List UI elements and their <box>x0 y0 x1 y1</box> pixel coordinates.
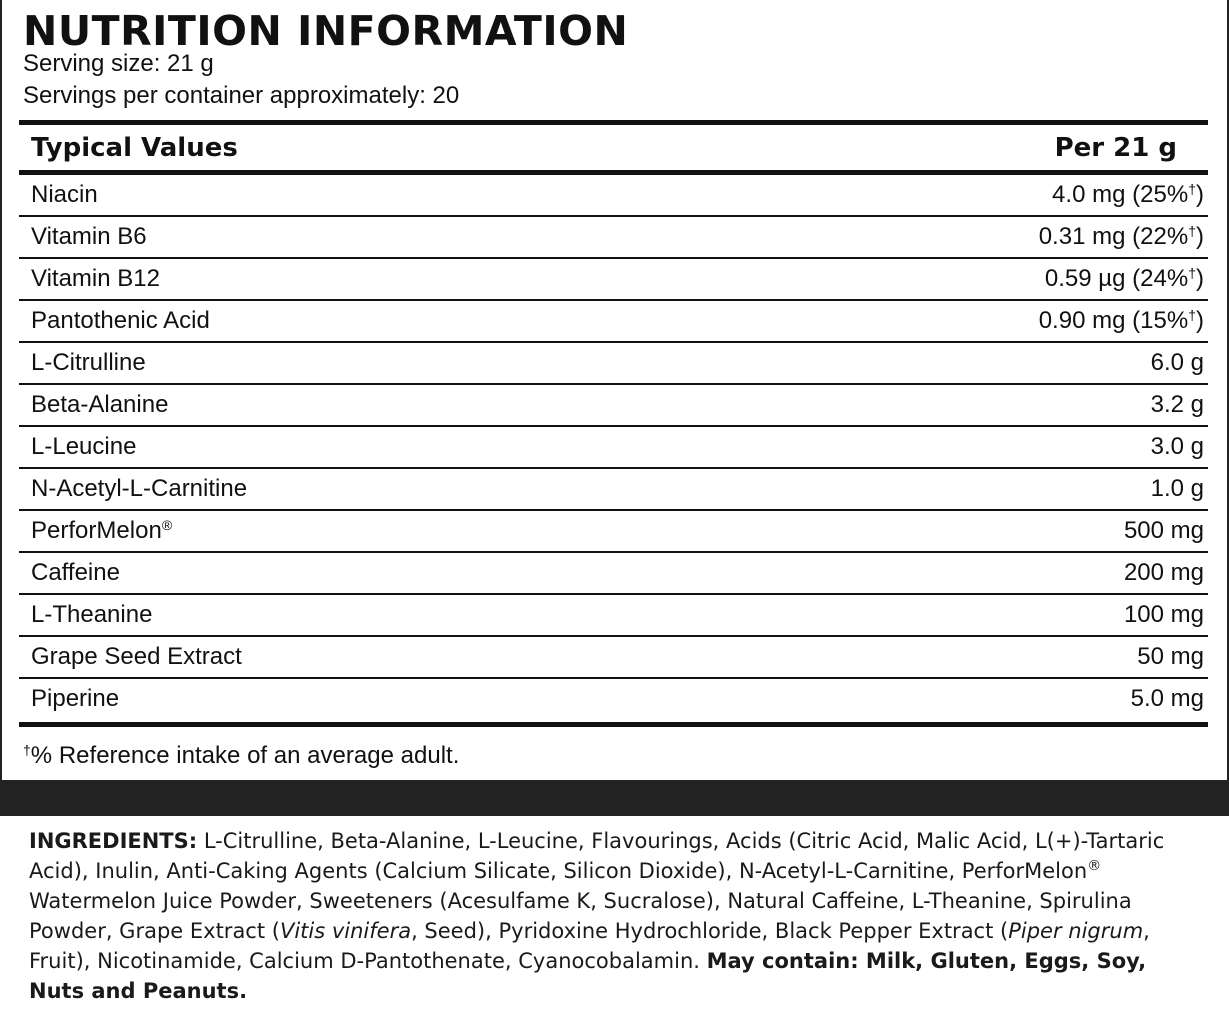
nutrient-name: Niacin <box>31 181 98 208</box>
serving-size: Serving size: 21 g <box>23 50 214 77</box>
ingredients-part: Watermelon Juice Powder, Sweeteners (Acesulfame K, Sucralose), Natural Caffeine, L-Theanine, Spirulina Powder, Grape Extract ( <box>29 889 1132 943</box>
table-row <box>19 469 1208 511</box>
page-title: NUTRITION INFORMATION <box>23 7 629 55</box>
table-row <box>19 595 1208 637</box>
ingredients-part: L-Citrulline, Beta-Alanine, L-Leucine, Flavourings, Acids (Citric Acid, Malic Acid, L(+)-Tartaric Acid), Inulin, Anti-Caking Agents (Calcium Silicate, Silicon Dioxide), N-Acetyl-L-Carnitine, PerforMelon <box>29 829 1165 883</box>
table-row <box>19 259 1208 301</box>
ingredients-text <box>29 826 1204 1006</box>
nutrient-value: 3.2 g <box>1150 391 1204 418</box>
registered-mark: ® <box>1087 858 1102 874</box>
ingredients-part: , Fruit), Nicotinamide, Calcium D-Pantothenate, Cyanocobalamin. <box>29 919 1150 973</box>
nutrient-name: N-Acetyl-L-Carnitine <box>31 475 248 502</box>
nutrient-name: Beta-Alanine <box>31 391 169 418</box>
footnote: †% Reference intake of an average adult. <box>23 742 460 769</box>
nutrient-name: Vitamin B12 <box>31 265 160 292</box>
nutrient-value: 6.0 g <box>1150 349 1204 376</box>
header-per-serving: Per 21 g <box>1054 133 1177 163</box>
ingredients-latin-name: Piper nigrum <box>1008 919 1144 943</box>
ingredients-latin-name: Vitis vinifera <box>279 919 412 943</box>
table-header <box>19 125 1208 175</box>
table-row <box>19 343 1208 385</box>
nutrient-name: Vitamin B6 <box>31 223 147 250</box>
nutrient-value: 3.0 g <box>1150 433 1204 460</box>
nutrient-name: PerforMelon® <box>31 517 173 544</box>
nutrition-table <box>19 120 1208 727</box>
nutrient-name: L-Theanine <box>31 601 153 628</box>
ingredients-label: INGREDIENTS: <box>29 829 198 853</box>
nutrient-value: 0.31 mg (22%†) <box>1038 223 1204 250</box>
nutrient-name: L-Citrulline <box>31 349 146 376</box>
table-row <box>19 217 1208 259</box>
nutrient-value: 0.90 mg (15%†) <box>1038 307 1204 334</box>
allergen-statement: May contain: Milk, Gluten, Eggs, Soy, Nuts and Peanuts. <box>29 949 1147 1003</box>
ingredients-part: , Seed), Pyridoxine Hydrochloride, Black Pepper Extract ( <box>411 919 1009 943</box>
table-row <box>19 427 1208 469</box>
servings-per-container: Servings per container approximately: 20 <box>23 82 460 109</box>
table-row <box>19 679 1208 727</box>
table-row <box>19 553 1208 595</box>
nutrient-name: Grape Seed Extract <box>31 643 242 670</box>
table-row <box>19 511 1208 553</box>
nutrient-value: 100 mg <box>1123 601 1204 628</box>
nutrient-name: L-Leucine <box>31 433 137 460</box>
nutrient-value: 50 mg <box>1137 643 1204 670</box>
nutrient-value: 4.0 mg (25%†) <box>1052 181 1204 208</box>
nutrient-value: 200 mg <box>1123 559 1204 586</box>
nutrient-name: Pantothenic Acid <box>31 307 210 334</box>
nutrient-value: 1.0 g <box>1150 475 1204 502</box>
nutrient-value: 5.0 mg <box>1130 685 1204 712</box>
table-row <box>19 637 1208 679</box>
table-row <box>19 301 1208 343</box>
header-typical-values: Typical Values <box>31 133 238 163</box>
table-row <box>19 175 1208 217</box>
nutrient-value: 0.59 µg (24%†) <box>1044 265 1204 292</box>
nutrient-name: Caffeine <box>31 559 120 586</box>
nutrient-value: 500 mg <box>1123 517 1204 544</box>
table-row <box>19 385 1208 427</box>
nutrient-name: Piperine <box>31 685 120 712</box>
divider-band <box>0 780 1229 816</box>
